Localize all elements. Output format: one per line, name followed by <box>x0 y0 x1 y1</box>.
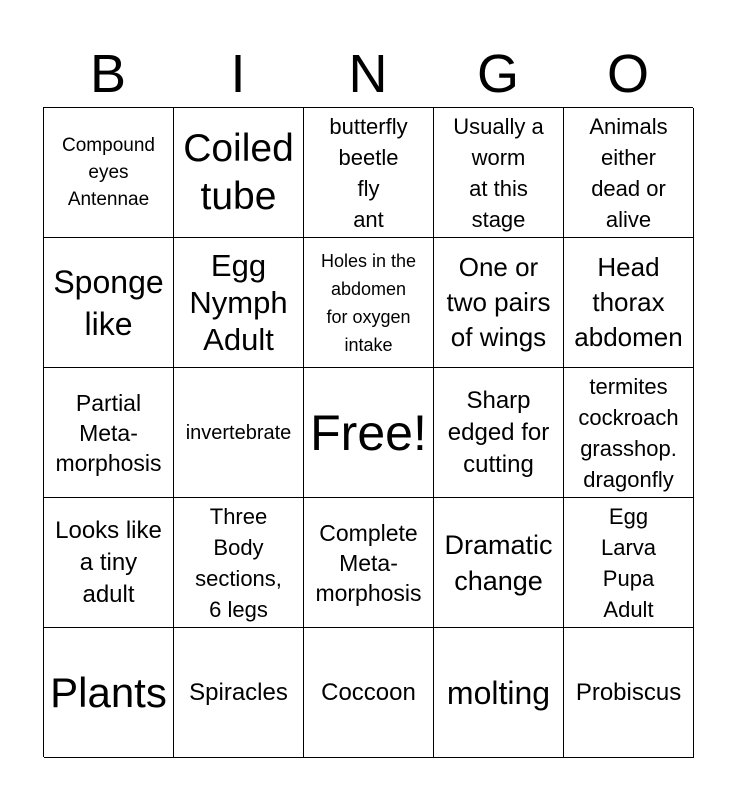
bingo-cell[interactable]: Coccoon <box>304 628 434 758</box>
header-letter-n: N <box>348 44 388 104</box>
bingo-cell[interactable]: Complete Meta- morphosis <box>304 498 434 628</box>
bingo-cell[interactable]: Plants <box>44 628 174 758</box>
bingo-cell[interactable]: Coiled tube <box>174 108 304 238</box>
bingo-cell[interactable]: Head thorax abdomen <box>564 238 694 368</box>
bingo-cell[interactable]: Probiscus <box>564 628 694 758</box>
bingo-cell[interactable]: Sharp edged for cutting <box>434 368 564 498</box>
bingo-cell[interactable]: Dramatic change <box>434 498 564 628</box>
bingo-cell[interactable]: termites cockroach grasshop. dragonfly <box>564 368 694 498</box>
bingo-cell[interactable]: Animals either dead or alive <box>564 108 694 238</box>
bingo-cell[interactable]: Egg Nymph Adult <box>174 238 304 368</box>
bingo-cell[interactable]: molting <box>434 628 564 758</box>
bingo-cell[interactable]: Compound eyes Antennae <box>44 108 174 238</box>
header-letter-i: I <box>230 44 246 104</box>
bingo-cell[interactable]: Looks like a tiny adult <box>44 498 174 628</box>
bingo-cell[interactable]: Partial Meta- morphosis <box>44 368 174 498</box>
bingo-cell[interactable]: butterfly beetle fly ant <box>304 108 434 238</box>
bingo-cell[interactable]: invertebrate <box>174 368 304 498</box>
bingo-board <box>43 107 693 757</box>
bingo-cell[interactable]: Sponge like <box>44 238 174 368</box>
header-letter-o: O <box>606 44 649 104</box>
bingo-cell[interactable]: Holes in the abdomen for oxygen intake <box>304 238 434 368</box>
bingo-cell[interactable]: One or two pairs of wings <box>434 238 564 368</box>
bingo-cell[interactable]: Three Body sections, 6 legs <box>174 498 304 628</box>
bingo-cell[interactable]: Usually a worm at this stage <box>434 108 564 238</box>
bingo-cell[interactable]: Spiracles <box>174 628 304 758</box>
bingo-cell free-space[interactable]: Free! <box>304 368 434 498</box>
header-letter-g: G <box>476 44 519 104</box>
bingo-cell[interactable]: Egg Larva Pupa Adult <box>564 498 694 628</box>
bingo-header <box>43 44 693 104</box>
header-letter-b: B <box>89 44 127 104</box>
